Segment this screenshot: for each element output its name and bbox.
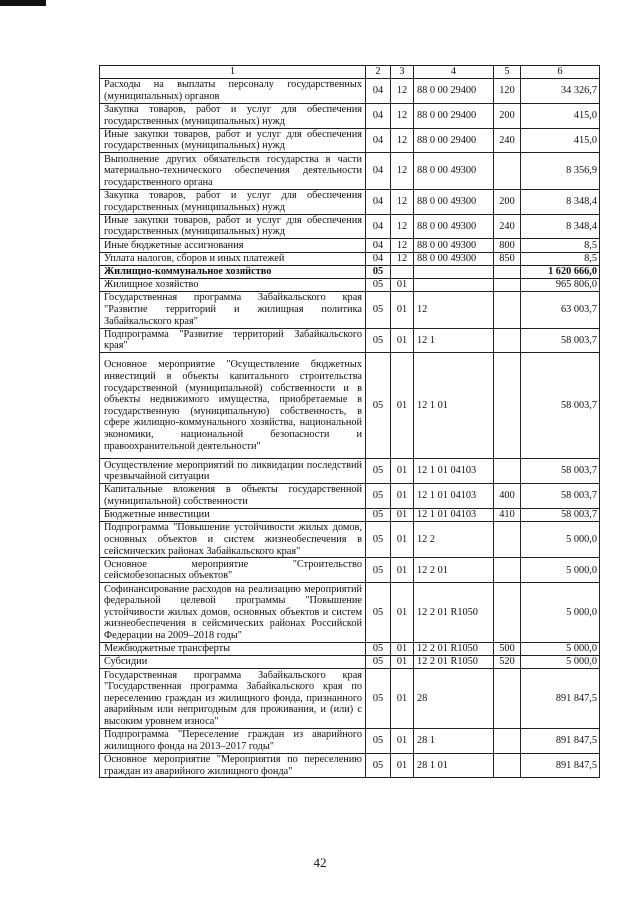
row-target-code: 88 0 00 49300 <box>414 252 494 265</box>
row-amount: 5 000,0 <box>521 642 600 655</box>
row-expense-type-code <box>494 459 521 484</box>
row-expense-type-code: 850 <box>494 252 521 265</box>
row-target-code: 12 1 01 04103 <box>414 459 494 484</box>
table-row <box>100 728 600 753</box>
budget-table <box>99 65 600 778</box>
row-description: Закупка товаров, работ и услуг для обеспечения государственных (муниципальных) нужд <box>100 189 366 214</box>
row-description: Иные закупки товаров, работ и услуг для обеспечения государственных (муниципальных) нужд <box>100 214 366 239</box>
row-amount: 5 000,0 <box>521 522 600 558</box>
row-subsection-code: 12 <box>391 252 414 265</box>
page-number: 42 <box>313 855 327 870</box>
row-amount: 34 326,7 <box>521 79 600 104</box>
header-col-1: 1 <box>100 66 366 79</box>
row-subsection-code: 01 <box>391 508 414 521</box>
row-expense-type-code: 240 <box>494 128 521 153</box>
row-section-code: 05 <box>366 292 391 328</box>
row-target-code: 88 0 00 29400 <box>414 128 494 153</box>
row-amount: 415,0 <box>521 103 600 128</box>
row-description: Подпрограмма "Развитие территорий Забайкальского края" <box>100 328 366 353</box>
row-subsection-code: 01 <box>391 278 414 291</box>
row-expense-type-code <box>494 753 521 778</box>
row-expense-type-code <box>494 328 521 353</box>
row-section-code: 05 <box>366 656 391 669</box>
row-section-code: 05 <box>366 583 391 643</box>
row-description: Жилищно-коммунальное хозяйство <box>100 265 366 278</box>
row-subsection-code: 12 <box>391 103 414 128</box>
row-subsection-code: 01 <box>391 753 414 778</box>
table-row <box>100 328 600 353</box>
row-section-code: 04 <box>366 128 391 153</box>
row-description: Расходы на выплаты персоналу государственных (муниципальных) органов <box>100 79 366 104</box>
table-header-row <box>100 66 600 79</box>
row-subsection-code: 01 <box>391 728 414 753</box>
table-row <box>100 353 600 459</box>
row-expense-type-code <box>494 265 521 278</box>
header-col-4: 4 <box>414 66 494 79</box>
table-row <box>100 128 600 153</box>
row-target-code: 12 2 01 <box>414 558 494 583</box>
row-expense-type-code: 200 <box>494 189 521 214</box>
row-amount: 8 348,4 <box>521 189 600 214</box>
row-amount: 5 000,0 <box>521 558 600 583</box>
row-description: Основное мероприятие "Осуществление бюджетных инвестиций в объекты капитального строительства государственной (муниципальной) собственности и в объекты недвижимого имущества, приобретаемые в государственную (муниципальную) собственность, в сфере жилищно-коммунального хозяйства, национальной экономики, национальной безопасности и правоохранительной деятельности" <box>100 353 366 459</box>
row-amount: 891 847,5 <box>521 728 600 753</box>
header-col-6: 6 <box>521 66 600 79</box>
table-row <box>100 153 600 189</box>
row-subsection-code: 01 <box>391 292 414 328</box>
row-subsection-code: 01 <box>391 522 414 558</box>
row-section-code: 05 <box>366 484 391 509</box>
row-target-code: 88 0 00 49300 <box>414 153 494 189</box>
row-amount: 58 003,7 <box>521 508 600 521</box>
row-target-code: 88 0 00 49300 <box>414 239 494 252</box>
row-amount: 8 356,9 <box>521 153 600 189</box>
table-row <box>100 753 600 778</box>
row-description: Софинансирование расходов на реализацию мероприятий федеральной целевой программы "Повышение устойчивости жилых домов, основных объектов и систем жизнеобеспечения в сейсмических районах Российской Федерации на 2009–2018 годы" <box>100 583 366 643</box>
row-expense-type-code <box>494 278 521 291</box>
row-section-code: 04 <box>366 153 391 189</box>
row-target-code: 28 1 01 <box>414 753 494 778</box>
row-target-code: 28 <box>414 669 494 729</box>
header-col-2: 2 <box>366 66 391 79</box>
row-subsection-code: 01 <box>391 669 414 729</box>
row-description: Иные закупки товаров, работ и услуг для обеспечения государственных (муниципальных) нужд <box>100 128 366 153</box>
row-expense-type-code <box>494 728 521 753</box>
row-subsection-code: 12 <box>391 239 414 252</box>
row-amount: 8,5 <box>521 239 600 252</box>
row-expense-type-code: 410 <box>494 508 521 521</box>
table-row <box>100 103 600 128</box>
row-section-code: 04 <box>366 79 391 104</box>
row-target-code: 12 1 01 <box>414 353 494 459</box>
row-target-code: 12 2 <box>414 522 494 558</box>
row-expense-type-code <box>494 669 521 729</box>
row-section-code: 04 <box>366 214 391 239</box>
row-description: Капитальные вложения в объекты государственной (муниципальной) собственности <box>100 484 366 509</box>
row-target-code: 12 2 01 R1050 <box>414 656 494 669</box>
row-section-code: 05 <box>366 728 391 753</box>
row-target-code <box>414 278 494 291</box>
row-expense-type-code: 240 <box>494 214 521 239</box>
row-amount: 58 003,7 <box>521 328 600 353</box>
row-expense-type-code <box>494 583 521 643</box>
row-section-code: 05 <box>366 278 391 291</box>
row-amount: 965 806,0 <box>521 278 600 291</box>
row-target-code: 12 <box>414 292 494 328</box>
row-description: Бюджетные инвестиции <box>100 508 366 521</box>
table-row <box>100 484 600 509</box>
row-target-code <box>414 265 494 278</box>
row-subsection-code: 12 <box>391 189 414 214</box>
row-section-code: 05 <box>366 353 391 459</box>
table-row <box>100 189 600 214</box>
table-row <box>100 79 600 104</box>
row-expense-type-code <box>494 558 521 583</box>
row-description: Государственная программа Забайкальского края "Государственная программа Забайкальского края по переселению граждан из жилищного фонда, признанного аварийным или непригодным для проживания, и (или) с высоким уровнем износа" <box>100 669 366 729</box>
row-expense-type-code: 800 <box>494 239 521 252</box>
budget-table-body <box>100 66 600 778</box>
row-target-code: 88 0 00 49300 <box>414 189 494 214</box>
table-row <box>100 522 600 558</box>
row-section-code: 04 <box>366 239 391 252</box>
row-subsection-code: 12 <box>391 153 414 189</box>
row-subsection-code: 01 <box>391 484 414 509</box>
row-description: Выполнение других обязательств государства в части материально-технического обеспечения деятельности государственного органа <box>100 153 366 189</box>
row-expense-type-code: 200 <box>494 103 521 128</box>
row-amount: 1 620 666,0 <box>521 265 600 278</box>
row-expense-type-code: 500 <box>494 642 521 655</box>
row-expense-type-code: 520 <box>494 656 521 669</box>
row-subsection-code: 01 <box>391 328 414 353</box>
row-amount: 891 847,5 <box>521 669 600 729</box>
row-description: Подпрограмма "Переселение граждан из аварийного жилищного фонда на 2013–2017 годы" <box>100 728 366 753</box>
row-section-code: 05 <box>366 459 391 484</box>
row-target-code: 12 2 01 R1050 <box>414 642 494 655</box>
row-section-code: 05 <box>366 508 391 521</box>
row-expense-type-code <box>494 153 521 189</box>
row-expense-type-code: 120 <box>494 79 521 104</box>
row-section-code: 05 <box>366 558 391 583</box>
table-row <box>100 265 600 278</box>
row-section-code: 05 <box>366 328 391 353</box>
row-subsection-code: 01 <box>391 558 414 583</box>
row-description: Основное мероприятие "Мероприятия по переселению граждан из аварийного жилищного фонда" <box>100 753 366 778</box>
row-subsection-code <box>391 265 414 278</box>
header-col-5: 5 <box>494 66 521 79</box>
table-row <box>100 459 600 484</box>
row-section-code: 04 <box>366 103 391 128</box>
table-row <box>100 278 600 291</box>
row-expense-type-code: 400 <box>494 484 521 509</box>
row-target-code: 88 0 00 29400 <box>414 103 494 128</box>
row-target-code: 12 1 <box>414 328 494 353</box>
row-subsection-code: 01 <box>391 656 414 669</box>
row-amount: 58 003,7 <box>521 484 600 509</box>
table-row <box>100 252 600 265</box>
table-row <box>100 508 600 521</box>
row-subsection-code: 12 <box>391 128 414 153</box>
row-description: Подпрограмма "Повышение устойчивости жилых домов, основных объектов и систем жизнеобеспечения в сейсмических районах Забайкальского края" <box>100 522 366 558</box>
row-expense-type-code <box>494 292 521 328</box>
table-row <box>100 656 600 669</box>
row-amount: 891 847,5 <box>521 753 600 778</box>
row-description: Иные бюджетные ассигнования <box>100 239 366 252</box>
table-row <box>100 642 600 655</box>
row-subsection-code: 01 <box>391 642 414 655</box>
row-description: Уплата налогов, сборов и иных платежей <box>100 252 366 265</box>
row-description: Межбюджетные трансферты <box>100 642 366 655</box>
row-section-code: 05 <box>366 522 391 558</box>
row-amount: 63 003,7 <box>521 292 600 328</box>
row-amount: 58 003,7 <box>521 353 600 459</box>
row-target-code: 12 1 01 04103 <box>414 484 494 509</box>
table-row <box>100 558 600 583</box>
header-col-3: 3 <box>391 66 414 79</box>
table-row <box>100 583 600 643</box>
row-description: Субсидии <box>100 656 366 669</box>
row-description: Жилищное хозяйство <box>100 278 366 291</box>
row-amount: 415,0 <box>521 128 600 153</box>
row-amount: 8 348,4 <box>521 214 600 239</box>
table-row <box>100 214 600 239</box>
row-subsection-code: 12 <box>391 79 414 104</box>
row-target-code: 28 1 <box>414 728 494 753</box>
row-subsection-code: 01 <box>391 583 414 643</box>
row-expense-type-code <box>494 353 521 459</box>
row-section-code: 05 <box>366 669 391 729</box>
table-row <box>100 669 600 729</box>
row-subsection-code: 12 <box>391 214 414 239</box>
row-target-code: 12 2 01 R1050 <box>414 583 494 643</box>
row-amount: 58 003,7 <box>521 459 600 484</box>
row-section-code: 04 <box>366 252 391 265</box>
row-section-code: 05 <box>366 753 391 778</box>
row-target-code: 88 0 00 49300 <box>414 214 494 239</box>
row-section-code: 05 <box>366 642 391 655</box>
row-target-code: 12 1 01 04103 <box>414 508 494 521</box>
row-amount: 5 000,0 <box>521 583 600 643</box>
row-description: Государственная программа Забайкальского края "Развитие территорий и жилищная политика Забайкальского края" <box>100 292 366 328</box>
row-expense-type-code <box>494 522 521 558</box>
scan-corner-mark <box>0 0 46 6</box>
row-amount: 5 000,0 <box>521 656 600 669</box>
row-target-code: 88 0 00 29400 <box>414 79 494 104</box>
row-subsection-code: 01 <box>391 459 414 484</box>
row-description: Осуществление мероприятий по ликвидации последствий чрезвычайной ситуации <box>100 459 366 484</box>
row-subsection-code: 01 <box>391 353 414 459</box>
table-row <box>100 239 600 252</box>
row-amount: 8,5 <box>521 252 600 265</box>
row-description: Основное мероприятие "Строительство сейсмобезопасных объектов" <box>100 558 366 583</box>
table-row <box>100 292 600 328</box>
row-description: Закупка товаров, работ и услуг для обеспечения государственных (муниципальных) нужд <box>100 103 366 128</box>
row-section-code: 04 <box>366 189 391 214</box>
row-section-code: 05 <box>366 265 391 278</box>
